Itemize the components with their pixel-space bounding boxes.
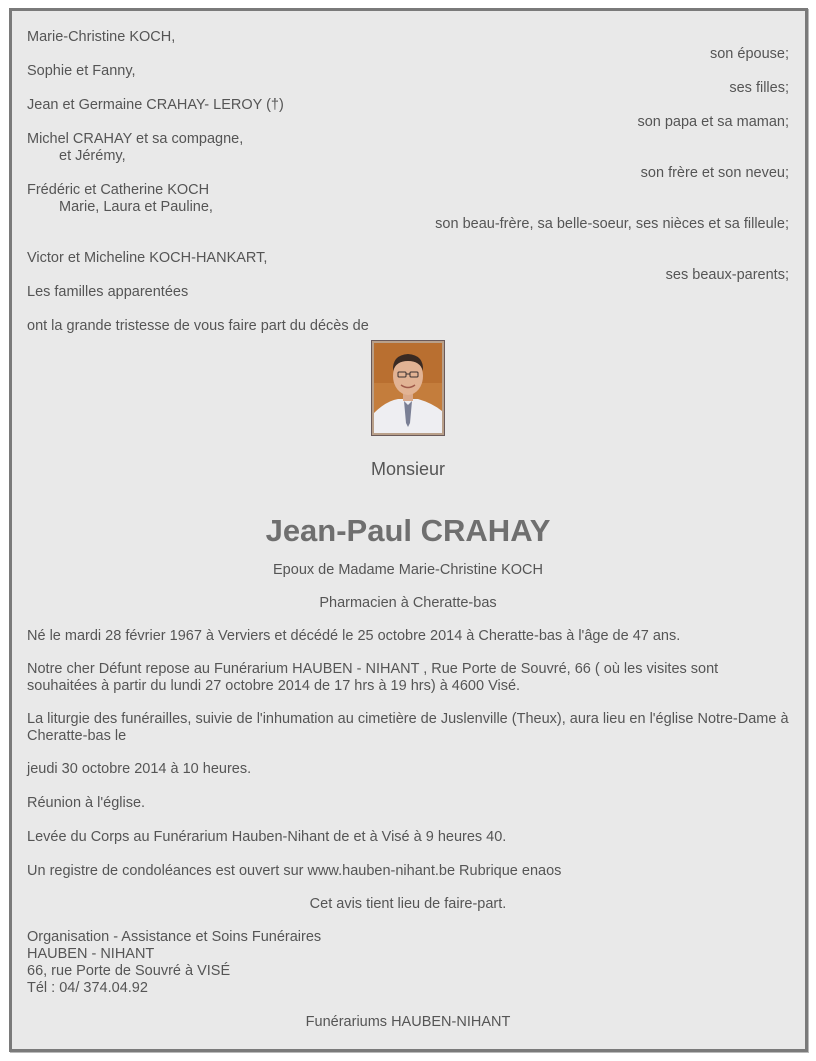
meeting-text: Réunion à l'église.: [27, 795, 146, 811]
levee-text: Levée du Corps au Funérarium Hauben-Nihant de et à Visé à 9 heures 40.: [27, 829, 507, 845]
portrait-photo: [372, 341, 444, 435]
rest-text: Notre cher Défunt repose au Funérarium HAUBEN - NIHANT , Rue Porte de Souvré, 66 ( où les visites sont souhaitées à partir du lundi 27 octobre 2014 de 17 hrs à 19 hrs) à 4600 Visé.: [27, 661, 719, 694]
organisation-line: Organisation - Assistance et Soins Funéraires: [27, 929, 322, 945]
family-line: et Jérémy,: [59, 148, 126, 164]
family-line: Frédéric et Catherine KOCH: [27, 182, 210, 198]
spouse-line: Epoux de Madame Marie-Christine KOCH: [273, 562, 543, 578]
title-monsieur: Monsieur: [370, 459, 446, 479]
announcement-text: ont la grande tristesse de vous faire part du décès de: [27, 318, 369, 334]
notice-text: Cet avis tient lieu de faire-part.: [309, 896, 507, 912]
family-line: Marie-Christine KOCH,: [27, 29, 176, 45]
organisation-block: [27, 929, 789, 997]
liturgy-text: La liturgie des funérailles, suivie de l'inhumation au cimetière de Juslenville (Theux), aura lieu en l'église Notre-Dame à Cheratte-bas le: [27, 711, 789, 744]
family-line: Marie, Laura et Pauline,: [59, 199, 213, 215]
family-relation: son frère et son neveu;: [640, 165, 789, 181]
footer-text: Funérariums HAUBEN-NIHANT: [305, 1014, 511, 1030]
obituary-content: [27, 29, 789, 1031]
family-line: Jean et Germaine CRAHAY- LEROY (†): [27, 97, 284, 113]
family-line: Sophie et Fanny,: [27, 63, 136, 79]
family-relation: son papa et sa maman;: [637, 114, 789, 130]
family-relation: son beau-frère, sa belle-soeur, ses nièces et sa filleule;: [435, 216, 789, 232]
family-relation: ses beaux-parents;: [665, 267, 789, 283]
organisation-phone: Tél : 04/ 374.04.92: [27, 980, 148, 996]
family-list: [27, 29, 789, 335]
family-line: Victor et Micheline KOCH-HANKART,: [27, 250, 268, 266]
family-line: Les familles apparentées: [27, 284, 189, 300]
family-line: Michel CRAHAY et sa compagne,: [27, 131, 244, 147]
organisation-address: 66, rue Porte de Souvré à VISÉ: [27, 963, 231, 979]
deceased-name: Jean-Paul CRAHAY: [265, 513, 551, 548]
birth-death-text: Né le mardi 28 février 1967 à Verviers et décédé le 25 octobre 2014 à Cheratte-bas à l'âge de 47 ans.: [27, 628, 681, 644]
obituary-card: [9, 8, 808, 1052]
profession-line: Pharmacien à Cheratte-bas: [319, 595, 497, 611]
organisation-name: HAUBEN - NIHANT: [27, 946, 155, 962]
family-relation: ses filles;: [729, 80, 789, 96]
family-relation: son épouse;: [709, 46, 789, 62]
registry-text: Un registre de condoléances est ouvert sur www.hauben-nihant.be Rubrique enaos: [27, 863, 562, 879]
funeral-date: jeudi 30 octobre 2014 à 10 heures.: [27, 761, 252, 777]
